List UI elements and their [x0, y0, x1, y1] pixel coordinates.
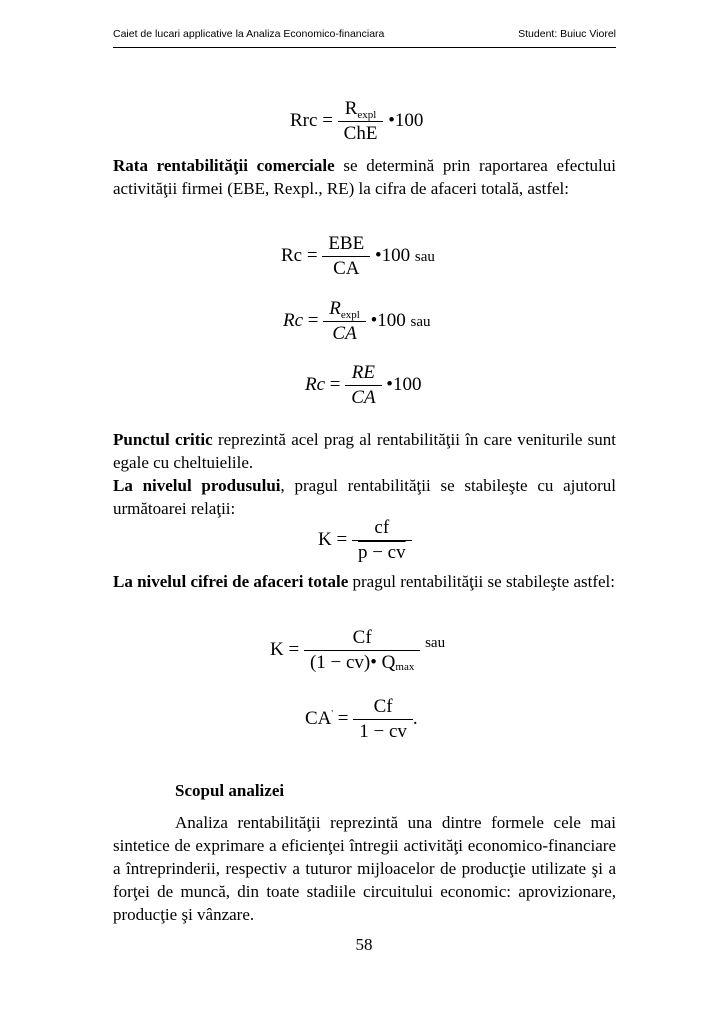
header-student: Student: Buiuc Viorel: [518, 28, 616, 40]
formula-ca: CA' = $\frac{Cf}{1 - cv}$ .: [305, 696, 418, 742]
paragraph-scopul: Analiza rentabilităţii reprezintă una dintre formele cele mai sintetice de exprimare a eficienţei întregii activităţi economico-financiare a întreprinderii, respectiv a tuturor mijloacelor de producţie utilizate şi a forţei de muncă, din toate stadiile circuitului economic: aprovizionare, producţie şi vânzare.: [113, 813, 616, 924]
fraction-denominator: ChE: [343, 123, 378, 144]
formula-fraction: [338, 97, 384, 146]
formula-k-total: K = $\frac{Cf}{(1 - cv)• Q_{max}}$ $^{sau}$: [270, 627, 446, 673]
formula-lhs: Rrc: [290, 109, 318, 131]
header-title: Caiet de lucari applicative la Analiza Economico-financiara: [113, 28, 385, 40]
formula-rc-ebe: Rc = $\frac{\text{EBE}}{CA}$ •100 sau: [281, 233, 435, 279]
formula-eq: =: [322, 109, 333, 131]
formula-rrc: [290, 97, 423, 146]
paragraph-cifra-afaceri: La nivelul cifrei de afaceri totale pragul rentabilităţii se stabileşte astfel:: [113, 572, 615, 591]
fraction-numerator: $R^{expl}$: [338, 97, 384, 122]
page-header: [113, 28, 623, 46]
formula-multiplier: •100: [388, 109, 424, 131]
paragraph-punct-critic: Punctul critic reprezintă acel prag al rentabilităţii în care veniturile sunt egale cu cheltuielile. La nivelul produsului, pragul rentabilităţii se stabileşte cu ajutorul următoarei relaţii:: [113, 430, 617, 518]
formula-rc-re: Rc = $\frac{RE}{CA}$ •100: [305, 362, 422, 408]
section-title: Scopul analizei: [175, 781, 285, 800]
header-rule: [113, 47, 616, 48]
page-number: 58: [355, 935, 373, 954]
paragraph-rata-comerciale: Rata rentabilităţii comerciale se determină prin raportarea efectului activităţii firmei (EBE, Rexpl., RE) la cifra de afaceri totală, astfel:: [113, 156, 616, 198]
formula-k-produs: K = $\frac{cf}{p - cv}$: [318, 516, 412, 565]
term-rata-comerciale: Rata rentabilităţii comerciale: [113, 156, 335, 175]
formula-rc-rexpl: Rc = $\frac{R^{expl}}{CA}$ •100 sau: [283, 298, 431, 344]
